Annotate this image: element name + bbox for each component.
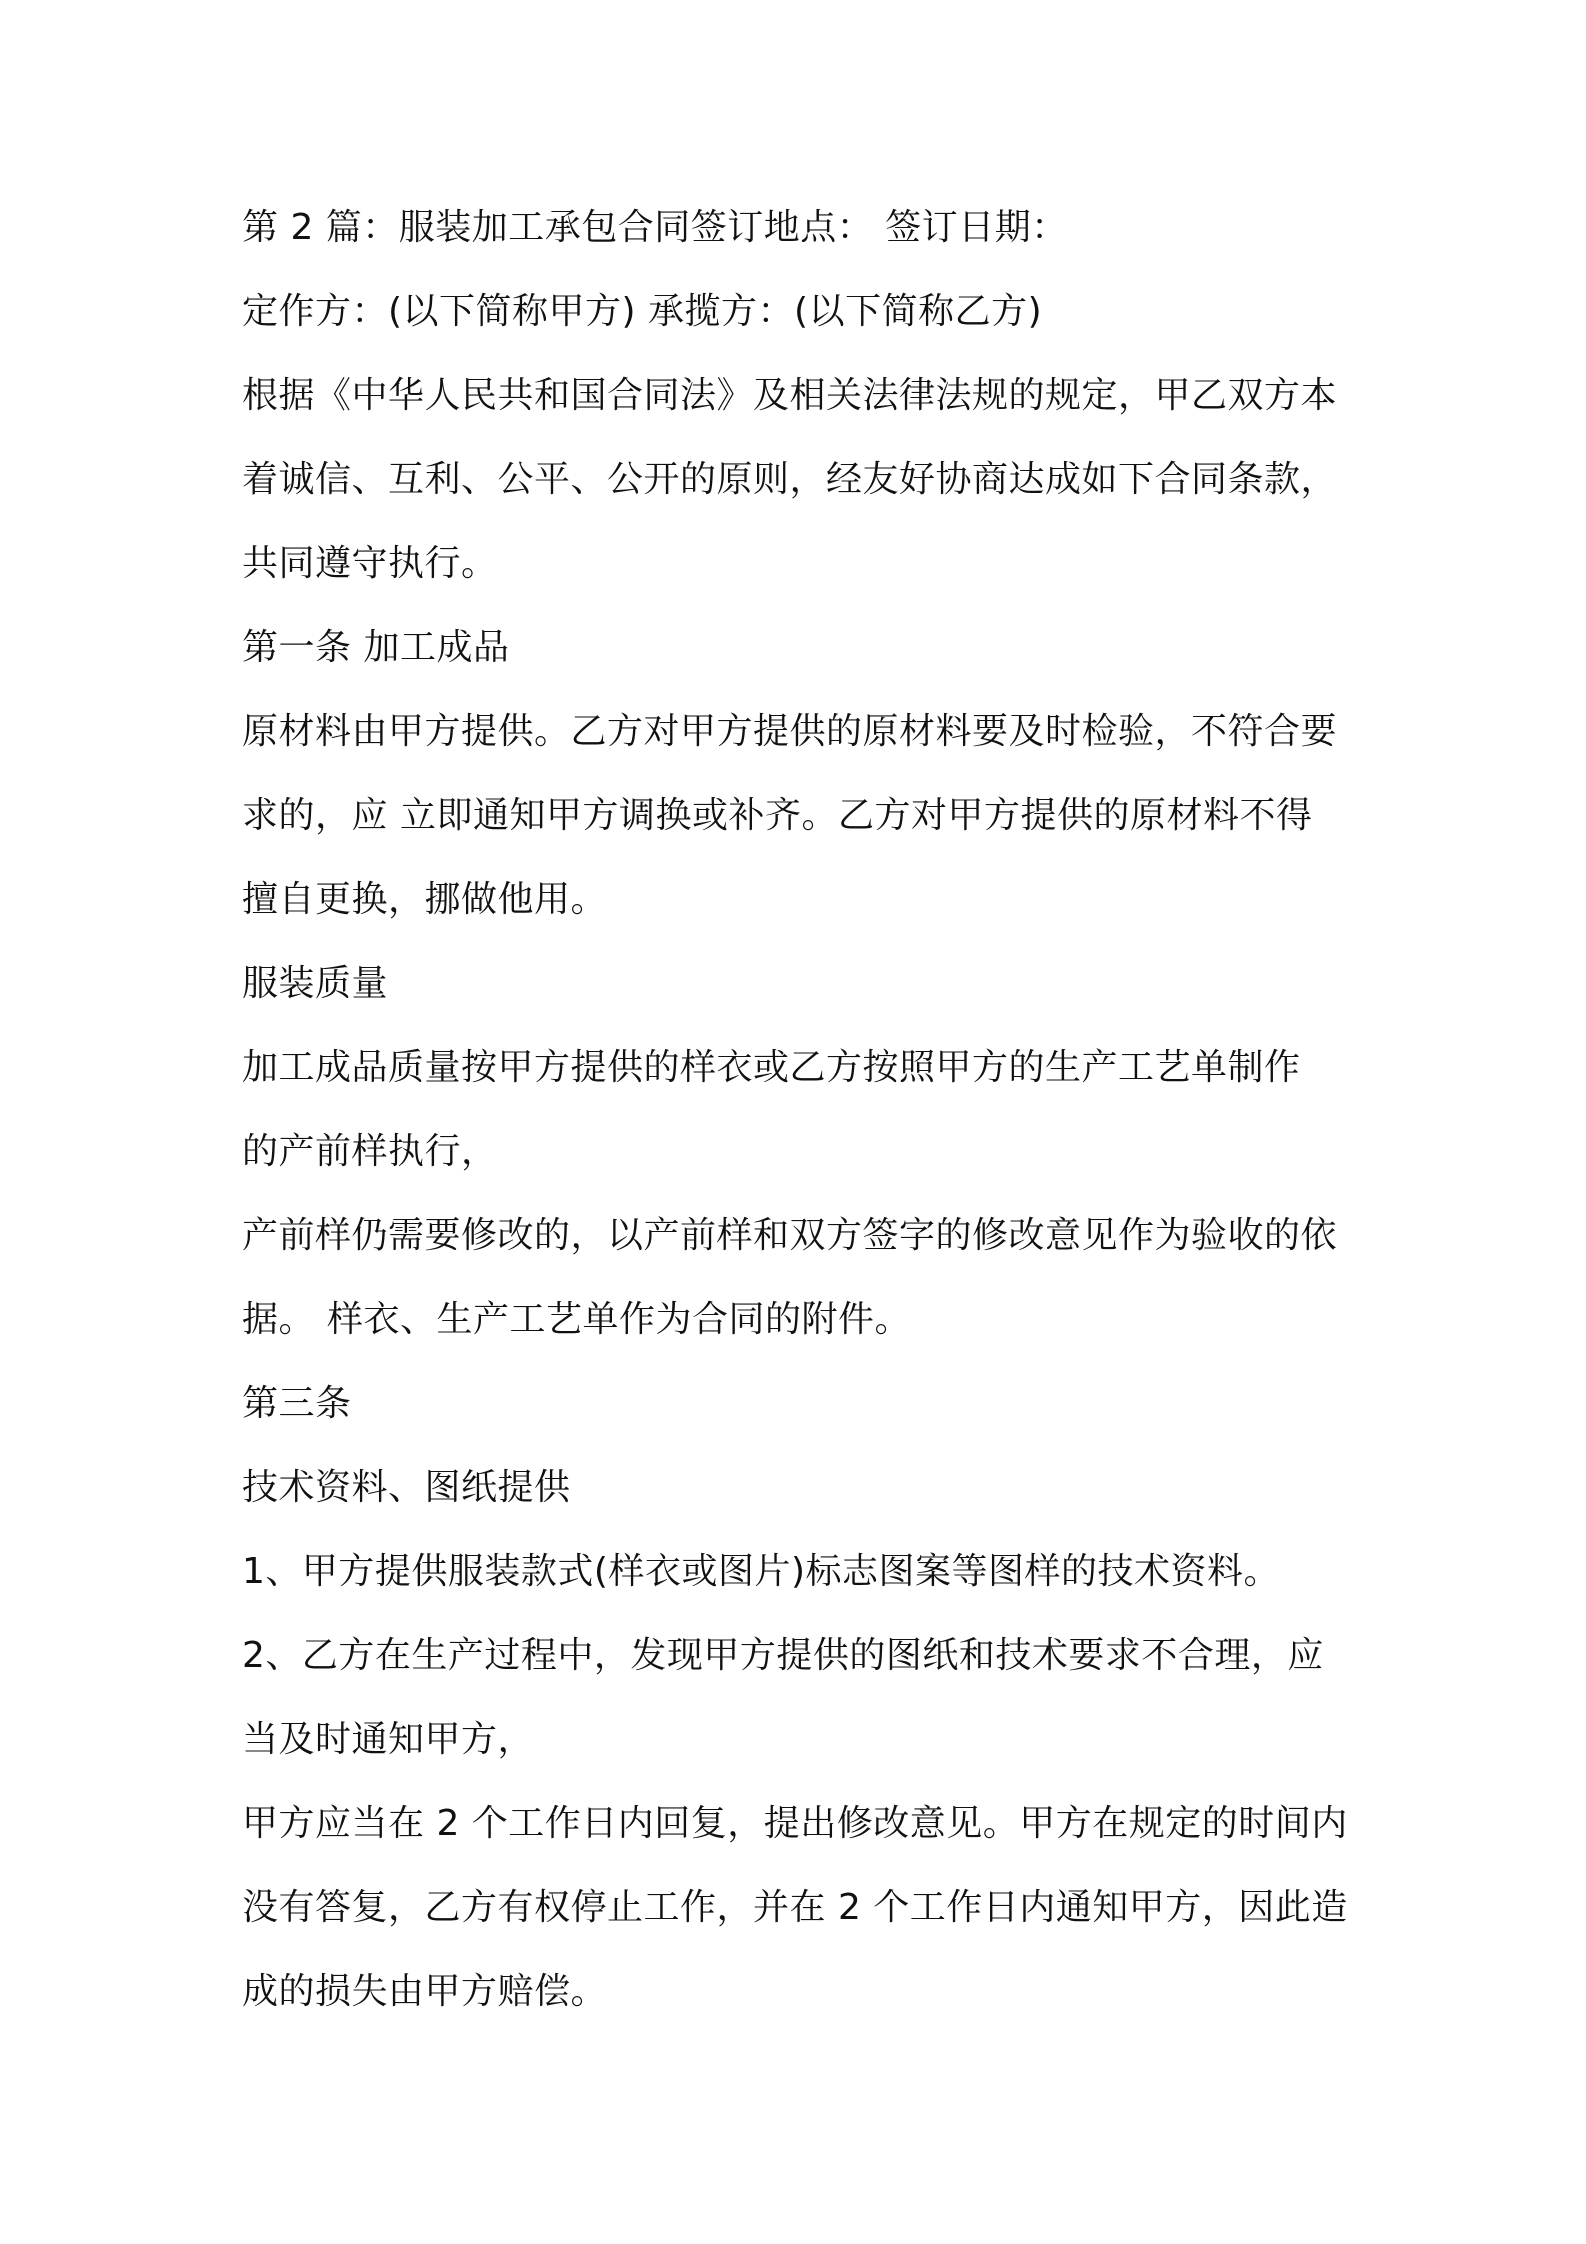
text-line: 根据《中华人民共和国合同法》及相关法律法规的规定，甲乙双方本 xyxy=(242,375,1338,416)
document-body xyxy=(242,186,1354,2034)
text-line: 成的损失由甲方赔偿。 xyxy=(242,1971,608,2012)
text-line: 共同遵守执行。 xyxy=(242,543,498,584)
text-line: 据。 样衣、生产工艺单作为合同的附件。 xyxy=(242,1299,911,1340)
text-line: 求的，应 立即通知甲方调换或补齐。乙方对甲方提供的原材料不得 xyxy=(242,795,1313,836)
text-line: 甲方应当在 2 个工作日内回复，提出修改意见。甲方在规定的时间内 xyxy=(242,1803,1348,1844)
text-line: 原材料由甲方提供。乙方对甲方提供的原材料要及时检验，不符合要 xyxy=(242,711,1338,752)
text-line: 没有答复，乙方有权停止工作，并在 2 个工作日内通知甲方，因此造 xyxy=(242,1887,1348,1928)
text-line: 第 2 篇：服装加工承包合同签订地点： 签订日期： xyxy=(242,207,1068,248)
text-line: 着诚信、互利、公平、公开的原则，经友好协商达成如下合同条款， xyxy=(242,459,1338,500)
text-line: 第一条 加工成品 xyxy=(242,627,510,668)
text-line: 第三条 xyxy=(242,1383,352,1424)
text-line: 定作方：(以下简称甲方) 承揽方：(以下简称乙方) xyxy=(242,291,1043,332)
text-line: 产前样仍需要修改的，以产前样和双方签字的修改意见作为验收的依 xyxy=(242,1215,1338,1256)
text-line: 的产前样执行， xyxy=(242,1131,498,1172)
text-line: 加工成品质量按甲方提供的样衣或乙方按照甲方的生产工艺单制作 xyxy=(242,1047,1301,1088)
text-line: 2、乙方在生产过程中，发现甲方提供的图纸和技术要求不合理，应 xyxy=(242,1635,1324,1676)
text-line: 服装质量 xyxy=(242,963,389,1004)
text-line: 擅自更换，挪做他用。 xyxy=(242,879,608,920)
text-line: 1、甲方提供服装款式(样衣或图片)标志图案等图样的技术资料。 xyxy=(242,1551,1280,1592)
text-line: 当及时通知甲方， xyxy=(242,1719,535,1760)
text-line: 技术资料、图纸提供 xyxy=(242,1467,571,1508)
